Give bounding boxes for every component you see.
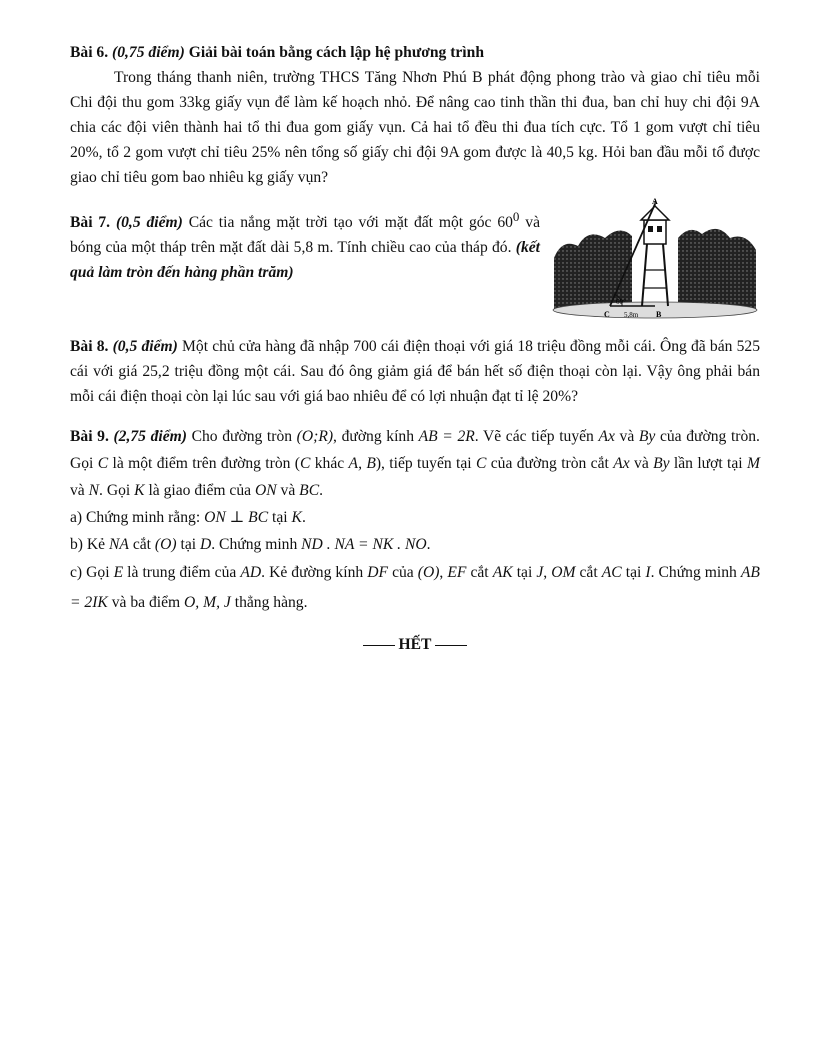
problem-8-body: Một chủ cửa hàng đã nhập 700 cái điện thoại với giá 18 triệu đồng mỗi cái. Ông đã bán 525 cái với giá 25,2 triệu đồng một cái. Sau đó ông giảm giá để bán hết số điện thoại còn lại. Vậy ông phải bán mỗi cái điện thoại còn lại lúc sau với giá bao nhiêu để có lợi nhuận đạt tỉ lệ 20%? (70, 338, 760, 405)
text: . Chứng minh (650, 564, 737, 581)
problem-9-part-a (70, 504, 760, 531)
problem-8-points: (0,5 điểm) (112, 338, 178, 355)
text: của (392, 564, 414, 581)
text: cắt (132, 536, 152, 553)
text: cắt (470, 564, 489, 581)
problem-9 (70, 423, 760, 618)
text: lần lượt tại (673, 455, 743, 472)
problem-7-label: Bài 7. (70, 214, 111, 232)
math: OM (551, 564, 576, 581)
problem-9-label: Bài 9. (70, 428, 109, 445)
exam-page (70, 40, 760, 654)
text: . (426, 536, 431, 553)
problem-7-body-b: và bóng của một tháp trên mặt đất dài 5,8 m. Tính chiều cao của tháp đó. (70, 214, 540, 257)
math: K (134, 482, 145, 499)
problem-8 (70, 334, 760, 409)
degree-sup: 0 (512, 209, 520, 224)
math: K (291, 509, 302, 526)
dash-right (435, 645, 467, 646)
math: By (638, 428, 656, 445)
text: và (634, 455, 649, 472)
text: tại (625, 564, 642, 581)
text: khác (314, 455, 345, 472)
text: . Kẻ đường kính (261, 564, 364, 581)
problem-7-points: (0,5 điểm) (115, 214, 183, 232)
math: A, B (348, 455, 376, 472)
math: ON ⊥ BC (204, 509, 269, 526)
text: thẳng hàng. (234, 594, 308, 611)
math: ND . NA = NK . NO (301, 536, 427, 553)
angle-label: 60° (616, 298, 626, 306)
label-a: A (652, 198, 658, 206)
text: . Gọi (99, 482, 131, 499)
math: By (653, 455, 670, 472)
tower-leg-left (642, 244, 647, 306)
math: C (476, 455, 487, 472)
trees-right (678, 229, 756, 310)
text: a) Chứng minh rằng: (70, 509, 201, 526)
math: AB = 2R (418, 428, 475, 445)
text: , (439, 564, 444, 581)
math: D (199, 536, 212, 553)
text: của đường tròn. Gọi (70, 428, 760, 472)
math: C (299, 455, 311, 472)
problem-7-text (70, 204, 540, 285)
text: b) Kẻ (70, 536, 106, 553)
text: tại (272, 509, 288, 526)
ground (553, 302, 757, 318)
problem-7 (70, 198, 760, 320)
text: , (543, 564, 548, 581)
problem-9-points: (2,75 điểm) (113, 428, 187, 445)
tower-leg-right (663, 244, 668, 306)
math: AD (240, 564, 262, 581)
text: . (319, 482, 324, 499)
end-text: HẾT (398, 636, 432, 653)
math: C (97, 455, 109, 472)
math: Ax (598, 428, 615, 445)
math: DF (367, 564, 389, 581)
math: I (645, 564, 651, 581)
text: tại (180, 536, 197, 553)
problem-6-title: Giải bài toán bằng cách lập hệ phương trình (188, 44, 484, 61)
problem-6-points: (0,75 điểm) (112, 44, 185, 61)
text: là một điểm trên đường tròn ( (112, 455, 300, 472)
text: và (280, 482, 296, 499)
math: ON (254, 482, 277, 499)
length-label: 5,8m (624, 311, 639, 319)
math: BC (299, 482, 320, 499)
problem-9-part-b (70, 531, 760, 558)
text: và ba điểm (111, 594, 181, 611)
math: (O) (417, 564, 440, 581)
text: . Vẽ các tiếp tuyến (474, 428, 594, 445)
dash-left (363, 645, 395, 646)
math: E (113, 564, 124, 581)
tower-window-1 (648, 226, 653, 232)
label-b: B (656, 310, 662, 319)
text: của đường tròn cắt (490, 455, 609, 472)
text: Cho đường tròn (191, 428, 293, 445)
problem-6 (70, 40, 760, 190)
problem-9-intro (70, 423, 760, 504)
text: là trung điểm của (127, 564, 237, 581)
math: Ax (613, 455, 630, 472)
math: AC (601, 564, 622, 581)
text: . (301, 509, 306, 526)
math: (O;R) (296, 428, 334, 445)
text: tại (516, 564, 533, 581)
math: EF (447, 564, 467, 581)
text: và (70, 482, 85, 499)
end-marker (70, 636, 760, 654)
math: N (88, 482, 100, 499)
math: (O) (154, 536, 177, 553)
text: và (619, 428, 635, 445)
text: ), tiếp tuyến tại (375, 455, 472, 472)
math: J (536, 564, 544, 581)
text: , đường kính (333, 428, 414, 445)
problem-7-note: (kết quả làm tròn đến hàng phần trăm) (70, 239, 540, 282)
math: O, M, J (184, 594, 231, 611)
problem-8-label: Bài 8. (70, 338, 109, 355)
problem-7-body-a: Các tia nắng mặt trời tạo với mặt đất một góc 60 (188, 214, 513, 232)
text: là giao điểm của (148, 482, 252, 499)
math: AB = 2IK (70, 564, 760, 611)
problem-6-body: Trong tháng thanh niên, trường THCS Tăng Nhơn Phú B phát động phong trào và giao chỉ tiêu mỗi Chi đội thu gom 33kg giấy vụn để làm kế hoạch nhỏ. Để nâng cao tinh thần thi đua, ban chỉ huy chi đội 9A chia các đội viên thành hai tổ thi đua gom giấy vụn. Cả hai tổ đều thi đua tích cực. Tổ 1 gom vượt chỉ tiêu 20%, tổ 2 gom vượt chỉ tiêu 25% nên tổng số giấy chi đội 9A gom được là 40,5 kg. Hỏi ban đầu mỗi tổ được giao chỉ tiêu gom bao nhiêu kg giấy vụn? (70, 69, 760, 186)
tower-roof (641, 206, 669, 220)
problem-9-part-c (70, 558, 760, 618)
label-c: C (604, 310, 610, 319)
math: M (747, 455, 760, 472)
text: . Chứng minh (211, 536, 298, 553)
tower-window-2 (657, 226, 662, 232)
tower-figure (550, 198, 760, 320)
math: AK (492, 564, 513, 581)
problem-6-label: Bài 6. (70, 44, 109, 61)
problem-6-heading (70, 40, 760, 65)
text: c) Gọi (70, 564, 110, 581)
text: cắt (579, 564, 598, 581)
math: NA (108, 536, 129, 553)
